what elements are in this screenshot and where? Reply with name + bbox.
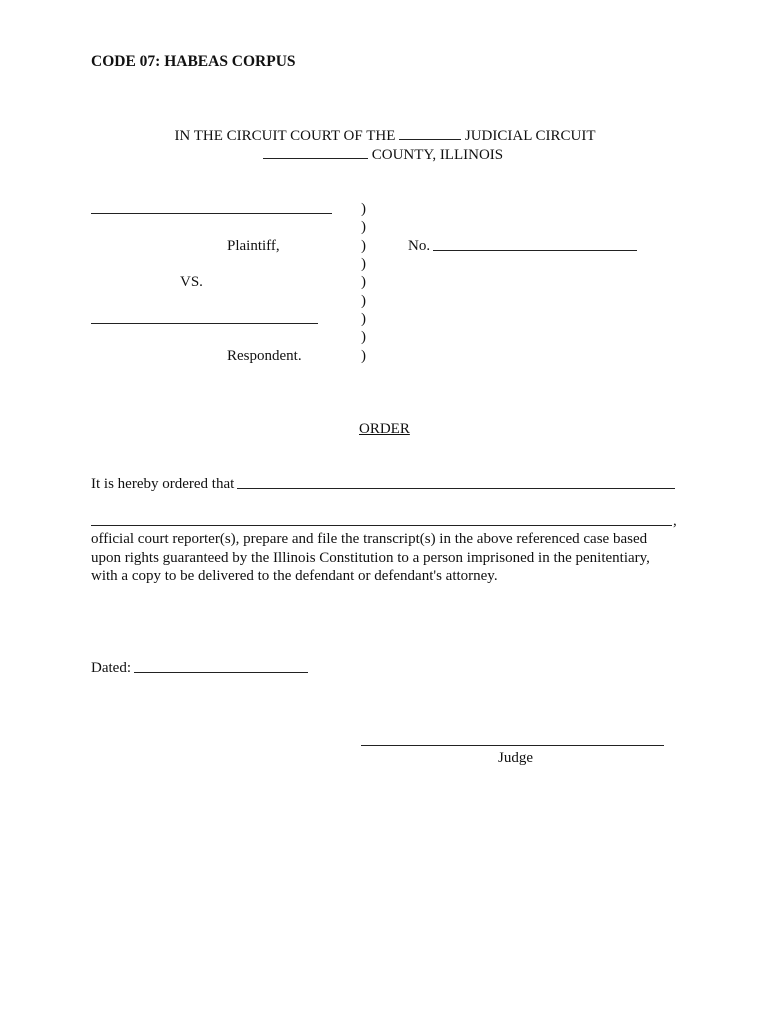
- plaintiff-name-line[interactable]: [91, 213, 332, 214]
- caption-paren: ): [361, 219, 366, 235]
- court-heading-suffix: JUDICIAL CIRCUIT: [464, 128, 596, 144]
- caption-paren: ): [361, 348, 366, 364]
- caption-paren: ): [361, 311, 366, 327]
- caption-paren: ): [361, 201, 366, 217]
- respondent-label: Respondent.: [227, 348, 302, 364]
- caption-paren: ): [361, 329, 366, 345]
- respondent-name-line[interactable]: [91, 323, 318, 324]
- court-heading-line2: [263, 145, 503, 164]
- reporter-comma: ,: [673, 513, 677, 529]
- order-title: ORDER: [359, 421, 410, 437]
- order-body-line: upon rights guaranteed by the Illinois Constitution to a person imprisoned in the penitentiary,: [91, 550, 650, 566]
- judicial-circuit-blank[interactable]: [399, 126, 461, 140]
- county-suffix: COUNTY, ILLINOIS: [371, 147, 504, 163]
- caption-paren: ): [361, 274, 366, 290]
- court-heading-prefix: IN THE CIRCUIT COURT OF THE: [174, 128, 396, 144]
- county-blank[interactable]: [263, 145, 368, 159]
- judge-label: Judge: [498, 750, 533, 766]
- date-line[interactable]: [134, 672, 308, 673]
- judge-signature-line[interactable]: [361, 745, 664, 746]
- order-body-line: official court reporter(s), prepare and file the transcript(s) in the above referenced case based: [91, 531, 648, 547]
- ordered-blank-line[interactable]: [237, 488, 675, 489]
- caption-paren: ): [361, 238, 366, 254]
- case-number-label: No.: [408, 238, 431, 254]
- caption-paren: ): [361, 293, 366, 309]
- plaintiff-label: Plaintiff,: [227, 238, 280, 254]
- vs-label: VS.: [180, 274, 203, 290]
- reporter-blank-line[interactable]: [91, 525, 672, 526]
- case-number-line[interactable]: [433, 250, 637, 251]
- caption-paren: ): [361, 256, 366, 272]
- ordered-prefix: It is hereby ordered that: [91, 476, 235, 492]
- dated-label: Dated:: [91, 660, 131, 676]
- order-body-line: with a copy to be delivered to the defendant or defendant's attorney.: [91, 568, 498, 584]
- court-heading-line1: [0, 126, 770, 145]
- document-title: CODE 07: HABEAS CORPUS: [91, 53, 296, 70]
